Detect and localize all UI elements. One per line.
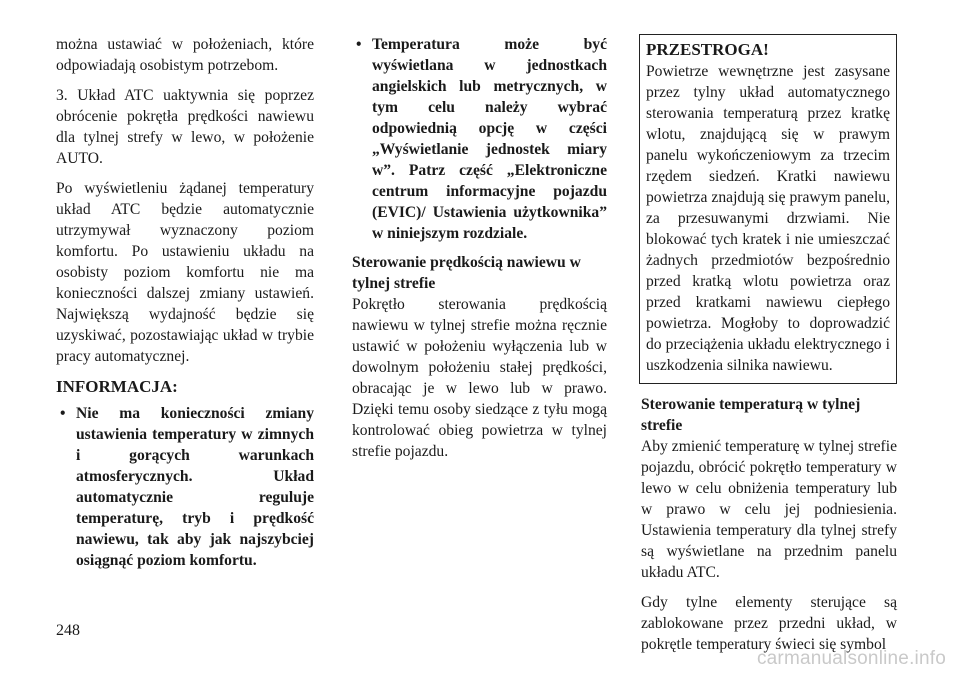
paragraph-step-3: 3. Układ ATC uaktywnia się poprzez obrócenie pokrętła prędkości nawiewu dla tylnej strefy w lewo, w położenie AUTO. [56, 87, 314, 167]
fan-speed-paragraph: Pokrętło sterowania prędkością nawiewu w tylnej strefie można ręcznie ustawić w położeniu wyłączenia lub w dowolnym położeniu stałej prędkości, obracając je w lewo lub w prawo. Dzięki temu osoby siedzące z tyłu mogą kontrolować obieg powietrza w tylnej strefie pojazdu. [352, 296, 607, 460]
warning-text: Powietrze wewnętrzne jest zasysane przez tylny układ automatycznego sterowania temperaturą przez kratkę wlotu, znajdującą się w prawym panelu wykończeniowym za trzecim rzędem siedzeń. Kratki nawiewu powietrza znajdują się prawym panelu, za przesuwanymi drzwiami. Nie blokować tych kratek i nie umieszczać żadnych przedmiotów bezpośrednio przed kratką wlotu powietrza oraz przed kratkami nawiewu ciepłego powietrza. Mogłoby to doprowadzić do przeciążenia układu elektrycznego i uszkodzenia silnika nawiewu. [646, 63, 890, 374]
bullet-icon: • [60, 405, 66, 422]
info-bullet [56, 403, 314, 571]
warning-box [639, 34, 897, 384]
bullet-icon: • [356, 36, 362, 53]
info-bullet-text: Nie ma konieczności zmiany ustawienia temperatury w zimnych i gorących warunkach atmosferycznych. Układ automatycznie reguluje temperaturę, tryb i prędkość nawiewu, tak aby jak najszybciej osiągnąć poziom komfortu. [76, 405, 314, 569]
rear-controls-locked-paragraph: Gdy tylne elementy sterujące są zablokowane przez przedni układ, w pokrętle temperatury świeci się symbol [641, 594, 897, 653]
units-bullet [352, 34, 607, 244]
left-column [56, 34, 314, 579]
right-column [641, 34, 897, 664]
middle-column [352, 34, 607, 471]
rear-temperature-subheading: Sterowanie temperaturą w tylnej strefie [641, 396, 861, 434]
rear-temperature-paragraph: Aby zmienić temperaturę w tylnej strefie pojazdu, obrócić pokrętło temperatury w lewo w celu obniżenia temperatury lub w prawo w celu jej podniesienia. Ustawienia temperatury dla tylnej strefy są wyświetlane na przednim panelu układu ATC. [641, 438, 897, 581]
paragraph-atc-comfort: Po wyświetleniu żądanej temperatury układ ATC będzie automatycznie utrzymywał wyznaczony poziom komfortu. Po ustawieniu układu na osobisty poziom komfortu nie ma konieczności dalszej zmiany ustawień. Największą wydajność będzie się uzyskiwać, pozostawiając układ w trybie pracy automatycznej. [56, 180, 314, 365]
watermark: carmanualsonline.info [756, 648, 946, 669]
page-number: 248 [56, 622, 80, 639]
paragraph-continuation: można ustawiać w położeniach, które odpowiadają osobistym potrzebom. [56, 36, 314, 74]
fan-speed-subheading: Sterowanie prędkością nawiewu w tylnej strefie [352, 254, 581, 292]
units-bullet-text: Temperatura może być wyświetlana w jednostkach angielskich lub metrycznych, w tym celu należy wybrać odpowiednią opcję w części „Wyświetlanie jednostek miary w”. Patrz część „Elektroniczne centrum informacyjne pojazdu (EVIC)/ Ustawienia użytkownika” w niniejszym rozdziale. [372, 36, 607, 242]
info-heading: INFORMACJA: [56, 377, 178, 396]
warning-title: PRZESTROGA! [646, 40, 769, 59]
